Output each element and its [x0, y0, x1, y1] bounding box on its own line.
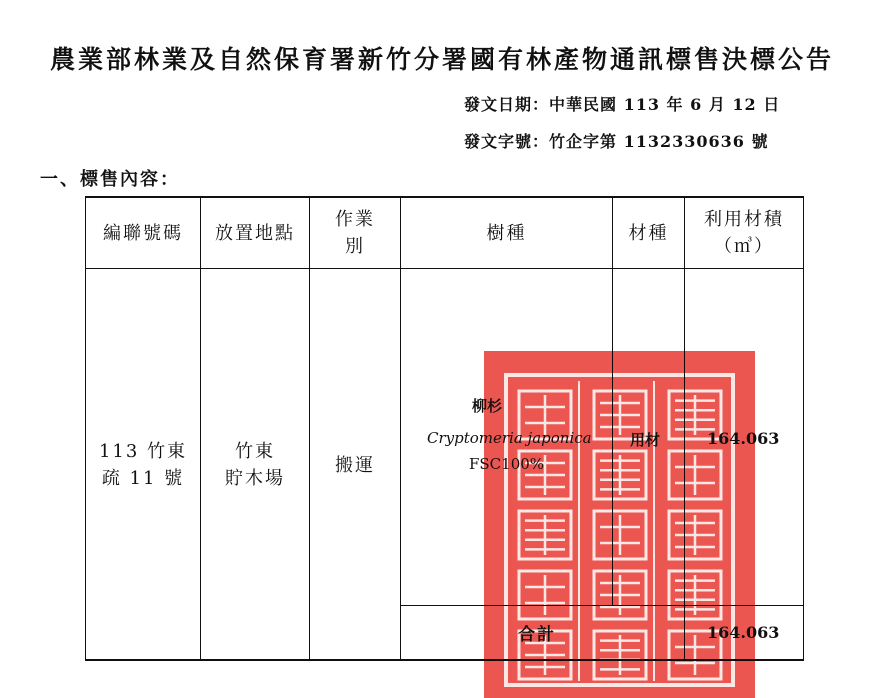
- official-seal-stamp: [484, 351, 755, 698]
- species-certification: FSC100%: [469, 455, 545, 473]
- cell-location: 竹東 貯木場: [225, 441, 285, 489]
- issue-date: 發文日期：中華民國 113 年 6 月 12 日: [464, 95, 781, 114]
- species-chinese-name: 柳杉: [472, 397, 503, 415]
- header-serial-no: 編聯號碼: [103, 222, 183, 244]
- header-species: 樹種: [486, 222, 527, 244]
- total-label: 合計: [518, 625, 556, 645]
- document-title: 農業部林業及自然保育署新竹分署國有林產物通訊標售決標公告: [49, 45, 834, 74]
- cell-operation: 搬運: [335, 454, 375, 476]
- header-operation: 作業 別: [335, 209, 375, 257]
- cell-volume: 164.063: [707, 429, 780, 448]
- table-border-right: [803, 196, 804, 661]
- header-material: 材種: [628, 222, 669, 244]
- issue-number: 發文字號：竹企字第 1132330636 號: [464, 132, 769, 151]
- table-header-divider: [85, 268, 804, 269]
- header-volume: 利用材積 （㎥）: [704, 209, 784, 257]
- total-volume: 164.063: [707, 623, 780, 642]
- cell-material: 用材: [630, 431, 661, 449]
- species-scientific-name: Cryptomeria japonica: [427, 429, 592, 447]
- cell-serial-no: 113 竹東 疏 11 號: [98, 441, 188, 489]
- header-location: 放置地點: [215, 222, 295, 244]
- section-heading: 一、標售內容：: [40, 169, 180, 190]
